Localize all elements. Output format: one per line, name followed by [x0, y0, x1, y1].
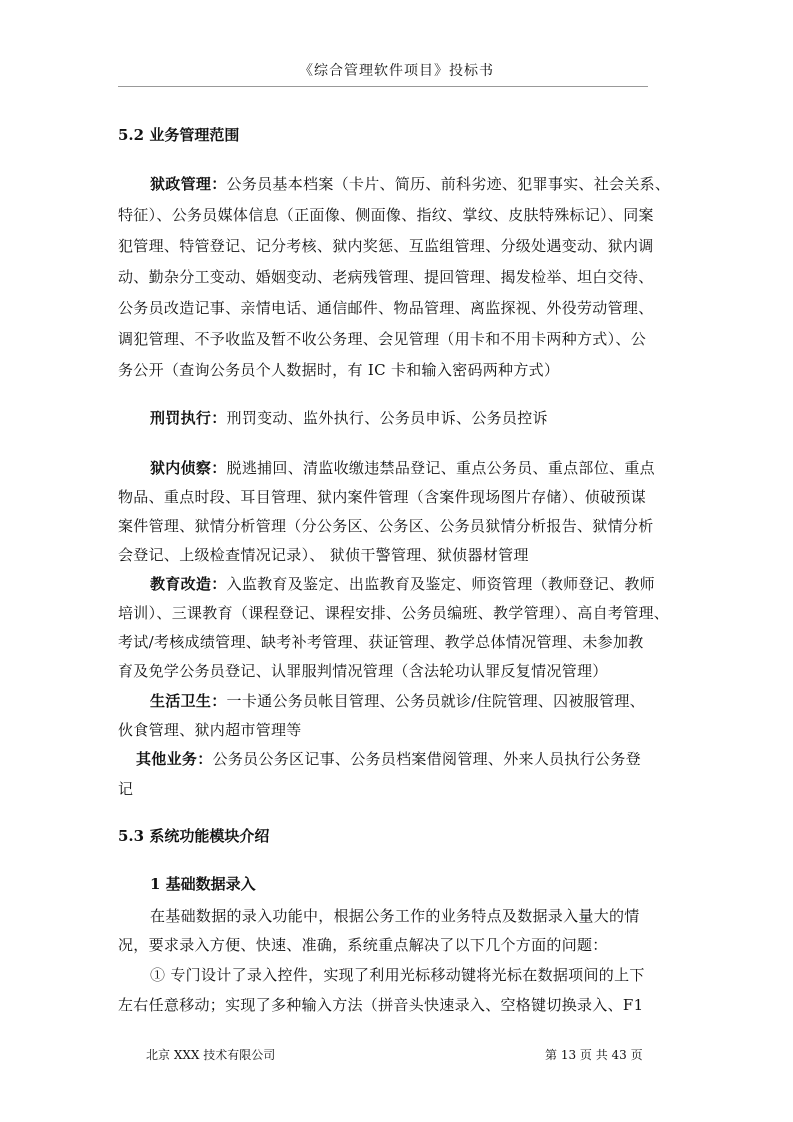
detect-line-1: 狱内侦察：脱逃捕回、清监收缴违禁品登记、重点公务员、重点部位、重点	[150, 459, 655, 477]
edu-line-4: 育及免学公务员登记、认罪服判情况管理（含法轮功认罪反复情况管理）	[118, 662, 608, 680]
edu-line-1: 教育改造：入监教育及鉴定、出监教育及鉴定、师资管理（教师登记、教师	[150, 575, 655, 593]
section-5-3-title: 5.3 系统功能模块介绍	[118, 827, 270, 845]
prison-line-5: 公务员改造记事、亲情电话、通信邮件、物品管理、离监探视、外役劳动管理、	[118, 299, 654, 317]
detect-line-2: 物品、重点时段、耳目管理、狱内案件管理（含案件现场图片存储）、侦破预谋	[118, 488, 647, 506]
header-rule	[118, 86, 648, 87]
s1-line-3: ① 专门设计了录入控件，实现了利用光标移动键将光标在数据项间的上下	[150, 966, 645, 984]
prison-line-4: 动、勤杂分工变动、婚姻变动、老病残管理、提回管理、揭发检举、坦白交待、	[118, 268, 654, 286]
prison-line-6: 调犯管理、不予收监及暂不收公务理、会见管理（用卡和不用卡两种方式）、公	[118, 330, 647, 348]
detect-line-4: 会登记、上级检查情况记录）、 狱侦干警管理、狱侦器材管理	[118, 546, 529, 564]
footer-company: 北京 XXX 技术有限公司	[146, 1048, 276, 1062]
s1-line-2: 况，要求录入方便、快速、准确，系统重点解决了以下几个方面的问题：	[118, 936, 608, 954]
prison-label: 狱政管理：	[150, 175, 227, 193]
detect-label: 狱内侦察：	[150, 459, 227, 477]
edu-line-2: 培训）、三课教育（课程登记、课程安排、公务员编班、教学管理）、高自考管理、	[118, 604, 670, 622]
prison-line-2: 特征）、公务员媒体信息（正面像、侧面像、指纹、掌纹、皮肤特殊标记）、同案	[118, 206, 654, 224]
prison-line-3: 犯管理、特管登记、记分考核、狱内奖惩、互监组管理、分级处遇变动、狱内调	[118, 237, 654, 255]
other-line-2: 记	[118, 780, 134, 798]
s1-line-4: 左右任意移动；实现了多种输入方法（拼音头快速录入、空格键切换录入、F1	[118, 996, 644, 1014]
s1-line-1: 在基础数据的录入功能中，根据公务工作的业务特点及数据录入量大的情	[150, 907, 640, 925]
detect-line-3: 案件管理、狱情分析管理（分公务区、公务区、公务员狱情分析报告、狱情分析	[118, 517, 654, 535]
prison-line-1: 狱政管理：公务员基本档案（卡片、简历、前科劣迹、犯罪事实、社会关系、	[150, 175, 671, 193]
penalty-line: 刑罚执行：刑罚变动、监外执行、公务员申诉、公务员控诉	[150, 409, 548, 427]
life-line-2: 伙食管理、狱内超市管理等	[118, 721, 302, 739]
prison-line-7: 务公开（查询公务员个人数据时，有 IC 卡和输入密码两种方式）	[118, 361, 560, 379]
page-header: 《综合管理软件项目》投标书	[299, 63, 494, 79]
footer-page-number: 第 13 页 共 43 页	[545, 1048, 643, 1062]
other-line-1: 其他业务：公务员公务区记事、公务员档案借阅管理、外来人员执行公务登	[136, 750, 641, 768]
life-label: 生活卫生：	[150, 692, 227, 710]
edu-line-3: 考试/考核成绩管理、缺考补考管理、获证管理、教学总体情况管理、未参加教	[118, 633, 644, 651]
life-line-1: 生活卫生：一卡通公务员帐目管理、公务员就诊/住院管理、囚被服管理、	[150, 692, 645, 710]
section-1-title: 1 基础数据录入	[150, 875, 256, 893]
edu-label: 教育改造：	[150, 575, 227, 593]
section-5-2-title: 5.2 业务管理范围	[118, 126, 240, 144]
other-label: 其他业务：	[136, 750, 213, 768]
penalty-label: 刑罚执行：	[150, 409, 227, 427]
